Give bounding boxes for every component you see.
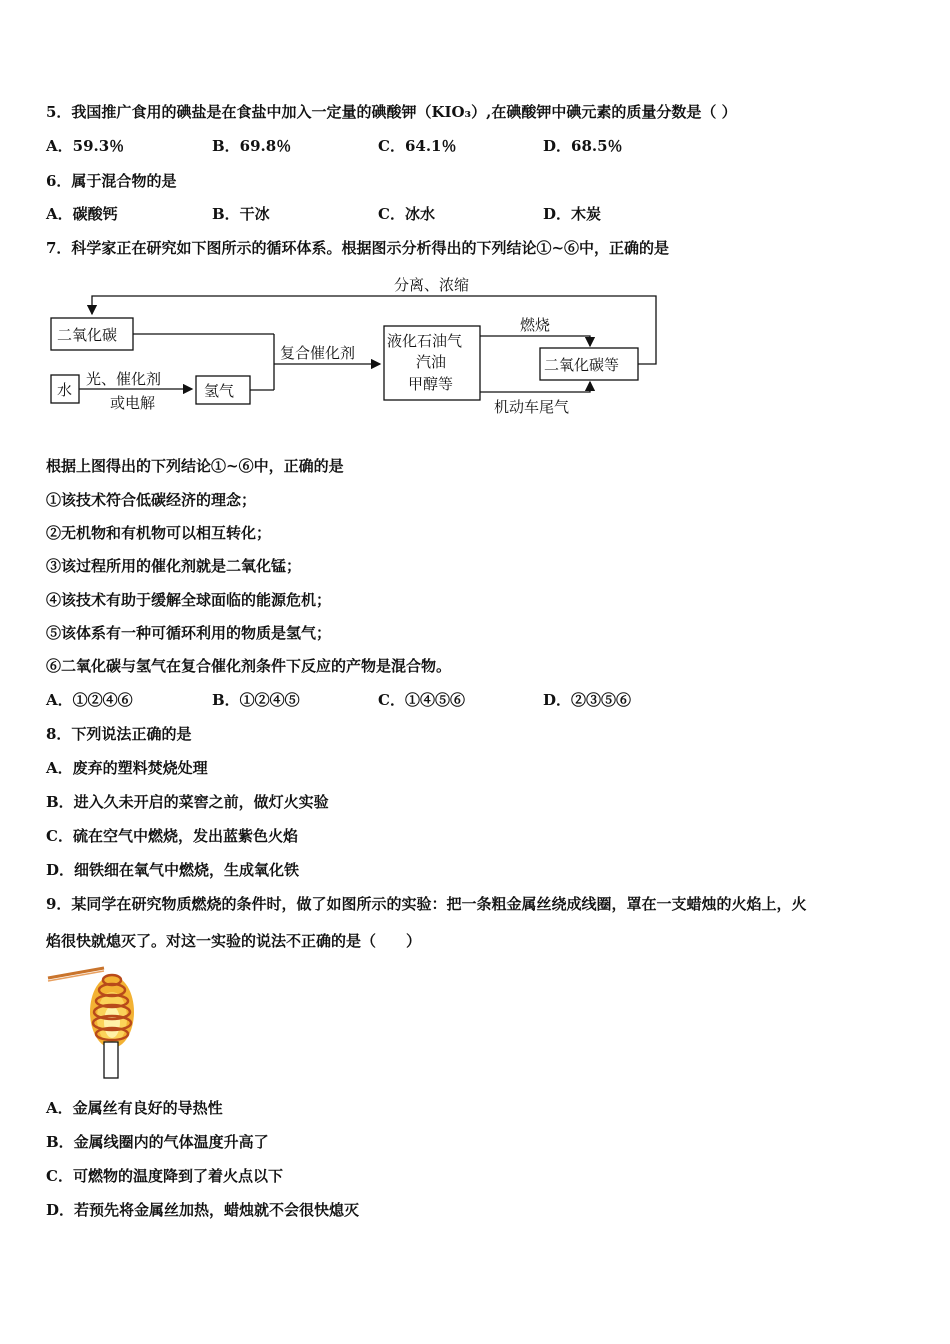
q6-option-d: D．木炭 bbox=[543, 205, 602, 223]
light-catalyst-label: 光、催化剂 bbox=[86, 370, 162, 388]
candle-coil-figure bbox=[46, 962, 146, 1082]
q9-option-c: C．可燃物的温度降到了着火点以下 bbox=[46, 1167, 283, 1185]
q7-statement-4: ④该技术有助于缓解全球面临的能源危机； bbox=[46, 591, 332, 609]
composite-catalyst-label: 复合催化剂 bbox=[280, 344, 356, 362]
q9-stem-line2: 焰很快就熄灭了。对这一实验的说法不正确的是（ ） bbox=[46, 932, 422, 950]
electrolysis-label: 或电解 bbox=[110, 394, 156, 412]
q7-option-d: D．②③⑤⑥ bbox=[543, 691, 632, 709]
q7-stem: 7．科学家正在研究如下图所示的循环体系。根据图示分析得出的下列结论①~⑥中，正确的是 bbox=[46, 239, 670, 257]
exhaust-arrow bbox=[480, 382, 590, 392]
exhaust-label: 机动车尾气 bbox=[494, 398, 570, 416]
q7-option-a: A．①②④⑥ bbox=[46, 691, 133, 709]
q8-option-a: A．废弃的塑料焚烧处理 bbox=[46, 759, 208, 777]
q7-option-c: C．①④⑤⑥ bbox=[378, 691, 465, 709]
carbon-cycle-diagram bbox=[44, 270, 684, 420]
fuel-line1: 液化石油气 bbox=[387, 332, 463, 350]
q9-option-d: D．若预先将金属丝加热，蜡烛就不会很快熄灭 bbox=[46, 1201, 360, 1219]
q6-stem: 6．属于混合物的是 bbox=[46, 172, 177, 190]
q5-option-a: A．59.3％ bbox=[46, 137, 125, 155]
q7-option-b: B．①②④⑤ bbox=[212, 691, 300, 709]
q8-option-c: C．硫在空气中燃烧，发出蓝紫色火焰 bbox=[46, 827, 298, 845]
q5-option-c: C．64.1％ bbox=[378, 137, 457, 155]
water-box-label: 水 bbox=[57, 381, 73, 399]
q6-option-a: A．碳酸钙 bbox=[46, 205, 118, 223]
top-label: 分离、浓缩 bbox=[394, 276, 470, 294]
q8-stem: 8．下列说法正确的是 bbox=[46, 725, 192, 743]
q7-statement-5: ⑤该体系有一种可循环利用的物质是氢气； bbox=[46, 624, 332, 642]
fuel-line3: 甲醇等 bbox=[408, 375, 454, 393]
q9-option-b: B．金属线圈内的气体温度升高了 bbox=[46, 1133, 269, 1151]
fuel-line2: 汽油 bbox=[416, 353, 447, 371]
burning-arrow bbox=[480, 336, 590, 346]
q6-option-c: C．冰水 bbox=[378, 205, 435, 223]
q5-stem: 5．我国推广食用的碘盐是在食盐中加入一定量的碘酸钾（KIO₃）,在碘酸钾中碘元素的质量分数是（ ） bbox=[46, 103, 737, 121]
q9-stem-line1: 9．某同学在研究物质燃烧的条件时，做了如图所示的实验：把一条粗金属丝绕成线圈，罩在一支蜡烛的火焰上，火 bbox=[46, 895, 807, 913]
q7-statement-1: ①该技术符合低碳经济的理念； bbox=[46, 491, 257, 509]
q7-statement-2: ②无机物和有机物可以相互转化； bbox=[46, 524, 272, 542]
q5-option-d: D．68.5％ bbox=[543, 137, 623, 155]
q6-option-b: B．干冰 bbox=[212, 205, 270, 223]
co2-etc-box-label: 二氧化碳等 bbox=[544, 356, 620, 374]
hydrogen-box-label: 氢气 bbox=[204, 382, 235, 400]
q5-option-b: B．69.8％ bbox=[212, 137, 292, 155]
q7-statement-3: ③该过程所用的催化剂就是二氧化锰； bbox=[46, 557, 302, 575]
q7-lead: 根据上图得出的下列结论①~⑥中，正确的是 bbox=[46, 457, 344, 475]
q8-option-d: D．细铁细在氧气中燃烧，生成氧化铁 bbox=[46, 861, 300, 879]
q9-option-a: A．金属丝有良好的导热性 bbox=[46, 1099, 223, 1117]
q8-option-b: B．进入久未开启的菜窖之前，做灯火实验 bbox=[46, 793, 329, 811]
q7-statement-6: ⑥二氧化碳与氢气在复合催化剂条件下反应的产物是混合物。 bbox=[46, 657, 452, 675]
co2-box-label: 二氧化碳 bbox=[57, 326, 118, 344]
burning-label: 燃烧 bbox=[520, 316, 551, 334]
